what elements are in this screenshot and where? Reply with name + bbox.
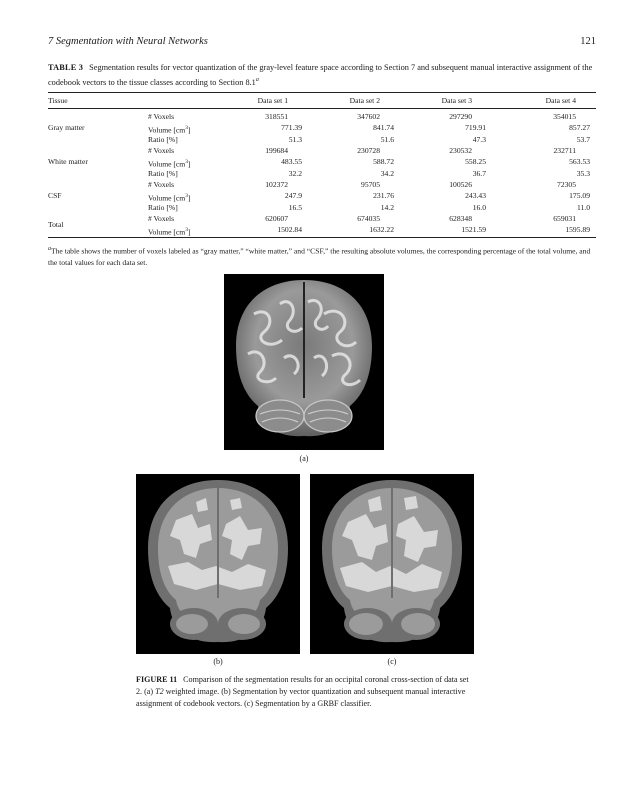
- t2-weighted-image: [224, 274, 384, 450]
- footnote-mark: a: [48, 246, 51, 252]
- measure-text: Ratio [%]: [148, 134, 178, 144]
- page-number: 121: [580, 36, 596, 47]
- table-cell: 95705: [361, 180, 380, 189]
- table-label: TABLE 3: [48, 63, 84, 72]
- figure-caption-post: weighted image. (b) Segmentation by vector quantization and subsequent manual interactive assignment of codebook vectors. (c) Segmentation by a GRBF classifier.: [136, 687, 466, 708]
- col-header-dataset-1: Data set 1: [257, 96, 288, 105]
- tissue-label: Total: [48, 219, 64, 229]
- chapter-title: 7 Segmentation with Neural Networks: [48, 36, 208, 47]
- table-top-rule: [48, 92, 596, 93]
- table-cell: 674035: [357, 214, 380, 223]
- figure-caption: [136, 674, 470, 710]
- measure-text: Ratio [%]: [148, 168, 178, 178]
- measure-label: [148, 214, 174, 224]
- segmentation-vq-image: [136, 474, 300, 654]
- measure-text: # Voxels: [148, 214, 175, 223]
- tissue-label: Gray matter: [48, 123, 85, 133]
- col-header-tissue: Tissue: [48, 96, 68, 105]
- measure-label: [148, 169, 178, 179]
- unit-superscript: 3: [185, 193, 188, 200]
- table-cell: 841.74: [373, 123, 394, 133]
- table-cell: 563.53: [569, 157, 590, 167]
- table-cell: 558.25: [465, 157, 486, 167]
- table-cell: 620607: [265, 214, 288, 223]
- table-cell: 771.39: [281, 123, 302, 133]
- table-cell: 628348: [449, 214, 472, 223]
- measure-label: Volume $[cm^3]$: [148, 125, 191, 135]
- table-cell: 243.43: [465, 191, 486, 201]
- table-cell: 11.0: [576, 202, 590, 212]
- table-cell: 102372: [265, 180, 288, 189]
- col-header-dataset-2: Data set 2: [349, 96, 380, 105]
- unit-superscript: 3: [185, 125, 188, 132]
- table-header-rule: [48, 108, 596, 109]
- table-cell: 318551: [265, 112, 288, 121]
- table-cell: 483.55: [281, 157, 302, 167]
- table-cell: 231.76: [373, 191, 394, 201]
- measure-text: Volume [cm: [148, 193, 186, 203]
- col-header-dataset-3: Data set 3: [441, 96, 472, 105]
- table-cell: 47.3: [472, 134, 486, 144]
- table-cell: 16.0: [472, 202, 486, 212]
- table-footnote: [48, 244, 596, 268]
- table-caption: [48, 62, 596, 89]
- table-cell: 1632.22: [369, 225, 394, 235]
- figure-caption-pre: Comparison of the segmentation results for an occipital coronal cross-section of data set 2. (a): [136, 675, 469, 696]
- table-cell: 1521.59: [461, 225, 486, 235]
- table-cell: 199684: [265, 146, 288, 155]
- measure-text: # Voxels: [148, 112, 175, 121]
- unit-superscript: 3: [185, 227, 188, 234]
- table-cell: 36.7: [472, 168, 486, 178]
- measure-text: # Voxels: [148, 180, 175, 189]
- figure-label: FIGURE 11: [136, 675, 178, 684]
- running-header: [48, 36, 596, 52]
- segmentation-grbf-image: [310, 474, 474, 654]
- table-cell: 230728: [357, 146, 380, 155]
- measure-text: Volume [cm: [148, 125, 186, 135]
- tissue-label: White matter: [48, 157, 88, 167]
- table-cell: 588.72: [373, 157, 394, 167]
- table-cell: 51.6: [380, 134, 394, 144]
- table-cell: 347602: [357, 112, 380, 121]
- panel-label-b: (b): [213, 657, 223, 666]
- measure-label: [148, 180, 174, 190]
- table-cell: 297290: [449, 112, 472, 121]
- measure-label: [148, 135, 178, 145]
- table-caption-mark: a: [255, 77, 259, 83]
- table-caption-text: Segmentation results for vector quantization of the gray-level feature space according to Section 7 and subsequent manual interactive assignment of the codebook vectors to the tissue classes according to Section 8.1: [48, 63, 593, 87]
- measure-label: [148, 203, 178, 213]
- unit-superscript: 3: [185, 159, 188, 166]
- table-cell: 1502.84: [277, 225, 302, 235]
- footnote-text: The table shows the number of voxels labeled as “gray matter,” “white matter,” and “CSF,” the resulting absolute volumes, the corresponding percentage of the total volume, and the total values for each data set.: [48, 246, 591, 267]
- table-cell: 14.2: [380, 202, 394, 212]
- measure-text: # Voxels: [148, 146, 175, 155]
- table-cell: 175.09: [569, 191, 590, 201]
- table-cell: 719.91: [465, 123, 486, 133]
- table-cell: 1595.89: [565, 225, 590, 235]
- table-cell: 247.9: [284, 191, 302, 201]
- table-cell: 100526: [449, 180, 472, 189]
- col-header-dataset-4: Data set 4: [545, 96, 576, 105]
- table-cell: 35.3: [576, 168, 590, 178]
- table-cell: 16.5: [288, 202, 302, 212]
- figure-caption-italic: T2: [155, 687, 164, 696]
- table-cell: 659031: [553, 214, 576, 223]
- measure-label: Volume $[cm^3]$: [148, 159, 191, 169]
- measure-text: Ratio [%]: [148, 202, 178, 212]
- figure-panel-c: [310, 474, 474, 654]
- table-cell: 32.2: [288, 168, 302, 178]
- table-cell: 857.27: [569, 123, 590, 133]
- figure-panel-b: [136, 474, 300, 654]
- measure-label: Volume $[cm^3]$: [148, 227, 191, 237]
- table-cell: 53.7: [576, 134, 590, 144]
- table-cell: 72305: [557, 180, 576, 189]
- measure-label: [148, 146, 174, 156]
- measure-label: [148, 112, 174, 122]
- table-cell: 354015: [553, 112, 576, 121]
- measure-text: Volume [cm: [148, 227, 186, 237]
- table-cell: 51.3: [288, 134, 302, 144]
- table-cell: 230532: [449, 146, 472, 155]
- panel-label-c: (c): [387, 657, 397, 666]
- measure-text: Volume [cm: [148, 159, 186, 169]
- table-cell: 232711: [553, 146, 576, 155]
- figure-panel-a: [224, 274, 384, 450]
- measure-label: Volume $[cm^3]$: [148, 193, 191, 203]
- table-bottom-rule: [48, 237, 596, 238]
- table-cell: 34.2: [380, 168, 394, 178]
- panel-label-a: (a): [299, 454, 309, 463]
- tissue-label: CSF: [48, 191, 62, 201]
